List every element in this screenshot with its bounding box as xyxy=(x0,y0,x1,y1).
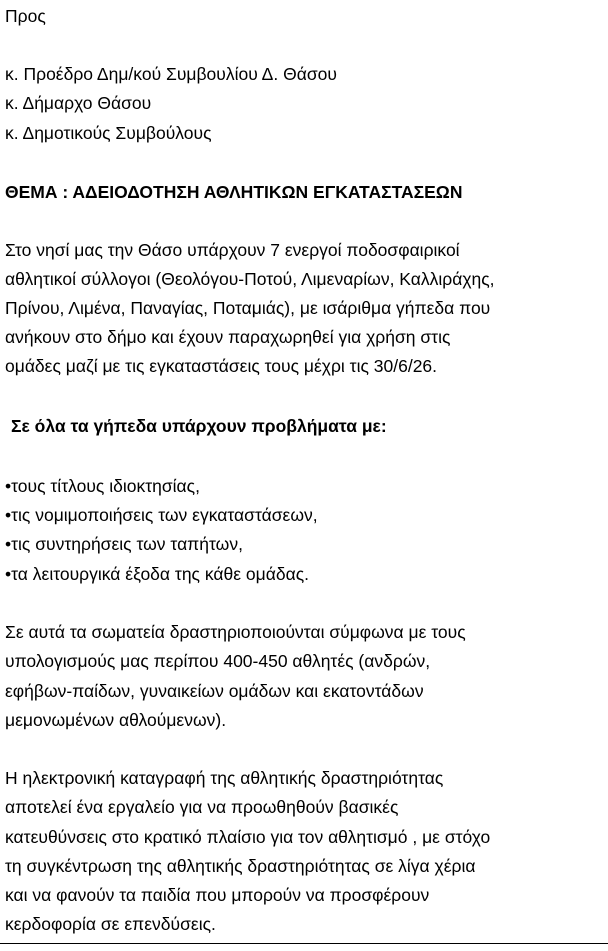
recipient-line: κ. Προέδρο Δημ/κού Συμβουλίου Δ. Θάσου xyxy=(5,64,337,84)
paragraph-line: μεμονωμένων αθλούμενων). xyxy=(5,710,227,730)
paragraph-line: Πρίνου, Λιμένα, Παναγίας, Ποταμιάς), με ισάριθμα γήπεδα που xyxy=(5,298,491,318)
salutation: Προς xyxy=(5,6,46,26)
recipient-line: κ. Δημοτικούς Συμβούλους xyxy=(5,123,212,143)
paragraph-line: και να φανούν τα παιδία που μπορούν να προσφέρουν xyxy=(5,885,430,905)
paragraph-line: Στο νησί μας την Θάσο υπάρχουν 7 ενεργοί ποδοσφαιρικοί xyxy=(5,240,460,260)
paragraph-line: αποτελεί ένα εργαλείο για να προωθηθούν βασικές xyxy=(5,797,399,817)
paragraph-line: υπολογισμούς μας περίπου 400-450 αθλητές (ανδρών, xyxy=(5,651,431,671)
problem-item: •τις συντηρήσεις των ταπήτων, xyxy=(5,534,243,554)
paragraph-line: εφήβων-παίδων, γυναικείων ομάδων και εκατοντάδων xyxy=(5,681,424,701)
paragraph-line: ανήκουν στο δήμο και έχουν παραχωρηθεί για χρήση στις xyxy=(5,327,451,347)
paragraph-line: κατευθύνσεις στο κρατικό πλαίσιο για τον αθλητισμό , με στόχο xyxy=(5,827,491,847)
problem-item: •τις νομιμοποιήσεις των εγκαταστάσεων, xyxy=(5,505,318,525)
problems-heading: Σε όλα τα γήπεδα υπάρχουν προβλήματα με: xyxy=(11,416,387,436)
paragraph-line: ομάδες μαζί με τις εγκαταστάσεις τους μέχρι τις 30/6/26. xyxy=(5,356,438,376)
problem-item: •τους τίτλους ιδιοκτησίας, xyxy=(5,476,200,496)
problem-item: •τα λειτουργικά έξοδα της κάθε ομάδας. xyxy=(5,564,309,584)
subject-heading: ΘΕΜΑ : ΑΔΕΙΟΔΟΤΗΣΗ ΑΘΛΗΤΙΚΩΝ ΕΓΚΑΤΑΣΤΑΣΕΩΝ xyxy=(5,182,463,202)
page-bottom-divider xyxy=(0,943,608,944)
paragraph-line: αθλητικοί σύλλογοι (Θεολόγου-Ποτού, Λιμεναρίων, Καλλιράχης, xyxy=(5,269,495,289)
paragraph-line: Σε αυτά τα σωματεία δραστηριοποιούνται σύμφωνα με τους xyxy=(5,622,466,642)
recipient-line: κ. Δήμαρχο Θάσου xyxy=(5,93,152,113)
paragraph-line: τη συγκέντρωση της αθλητικής δραστηριότητας σε λίγα χέρια xyxy=(5,856,476,876)
paragraph-line: κερδοφορία σε επενδύσεις. xyxy=(5,914,216,934)
paragraph-line: Η ηλεκτρονική καταγραφή της αθλητικής δραστηριότητας xyxy=(5,768,444,788)
